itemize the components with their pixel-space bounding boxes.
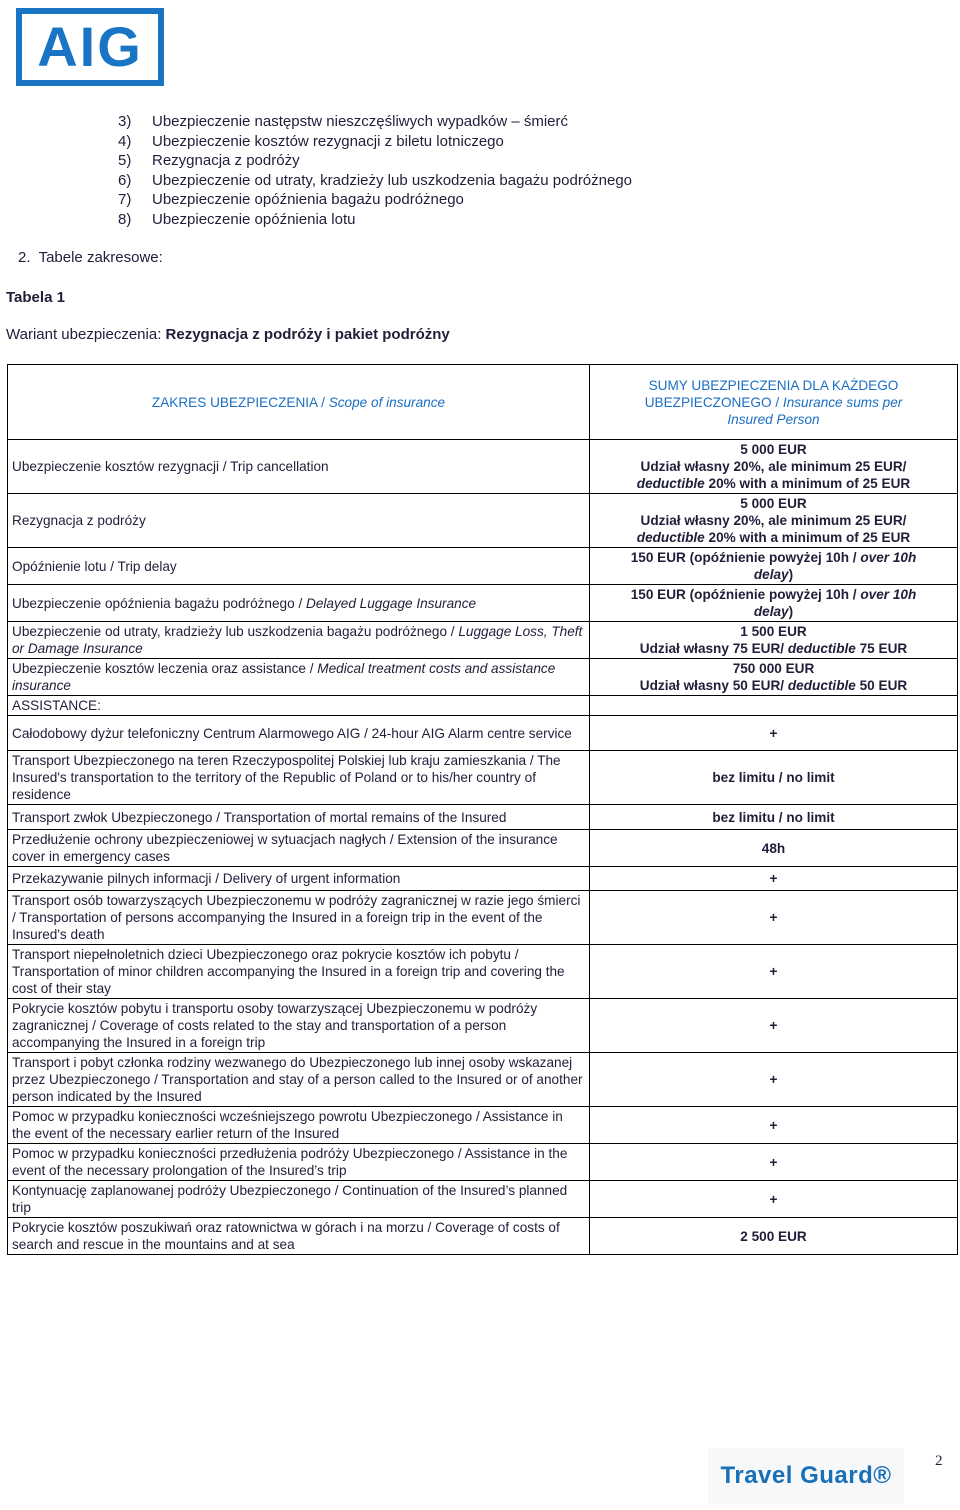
sum-cell bbox=[590, 696, 958, 716]
scope-cell: Pomoc w przypadku konieczności wcześniejszego powrotu Ubezpieczonego / Assistance in the event of the necessary earlier return of the Insured bbox=[8, 1107, 590, 1144]
sum-cell: bez limitu / no limit bbox=[590, 805, 958, 830]
sum-cell: + bbox=[590, 999, 958, 1053]
table-row bbox=[8, 1181, 958, 1218]
scope-cell: Ubezpieczenie opóźnienia bagażu podróżnego / Delayed Luggage Insurance bbox=[8, 585, 590, 622]
section-heading: 2. Tabele zakresowe: bbox=[18, 249, 163, 266]
sum-cell: 48h bbox=[590, 830, 958, 867]
aig-logo: AIG bbox=[16, 8, 164, 86]
sum-cell: 750 000 EUR Udział własny 50 EUR/ deductible 50 EUR bbox=[590, 659, 958, 696]
scope-cell: Pokrycie kosztów poszukiwań oraz ratownictwa w górach i na morzu / Coverage of costs of search and rescue in the mountains and at sea bbox=[8, 1218, 590, 1255]
table-row bbox=[8, 830, 958, 867]
scope-cell: Transport niepełnoletnich dzieci Ubezpieczonego oraz pokrycie kosztów ich pobytu / Transportation of minor children accompanying the Insured in a foreign trip and covering the cost of their stay bbox=[8, 945, 590, 999]
scope-cell: Rezygnacja z podróży bbox=[8, 494, 590, 548]
sum-cell: + bbox=[590, 891, 958, 945]
table-row bbox=[8, 805, 958, 830]
sum-cell: + bbox=[590, 1053, 958, 1107]
scope-cell: Opóźnienie lotu / Trip delay bbox=[8, 548, 590, 585]
table-row bbox=[8, 659, 958, 696]
table-row bbox=[8, 440, 958, 494]
table-row bbox=[8, 622, 958, 659]
scope-cell: Transport osób towarzyszących Ubezpieczonemu w podróży zagranicznej w razie jego śmierci / Transportation of persons accompanying the Insured in a foreign trip in the event of the Insured's death bbox=[8, 891, 590, 945]
sum-cell: + bbox=[590, 945, 958, 999]
scope-cell: Ubezpieczenie kosztów leczenia oraz assistance / Medical treatment costs and assistance insurance bbox=[8, 659, 590, 696]
scope-cell: Transport Ubezpieczonego na teren Rzeczypospolitej Polskiej lub kraju zamieszkania / The Insured's transportation to the territory of the Republic of Poland or to his/her country of residence bbox=[8, 751, 590, 805]
table-row bbox=[8, 696, 958, 716]
list-item: 6) Ubezpieczenie od utraty, kradzieży lub uszkodzenia bagażu podróżnego bbox=[118, 171, 633, 189]
table-row bbox=[8, 494, 958, 548]
sum-cell: + bbox=[590, 867, 958, 891]
scope-cell: Ubezpieczenie od utraty, kradzieży lub uszkodzenia bagażu podróżnego / Luggage Loss, Theft or Damage Insurance bbox=[8, 622, 590, 659]
scope-cell: Kontynuację zaplanowanej podróży Ubezpieczonego / Continuation of the Insured’s planned trip bbox=[8, 1181, 590, 1218]
sum-cell: 2 500 EUR bbox=[590, 1218, 958, 1255]
sum-cell: 5 000 EUR Udział własny 20%, ale minimum 25 EUR/ deductible 20% with a minimum of 25 EUR bbox=[590, 494, 958, 548]
coverage-table bbox=[7, 364, 958, 1255]
table-row bbox=[8, 1107, 958, 1144]
list-item: 8) Ubezpieczenie opóźnienia lotu bbox=[118, 210, 356, 228]
table-row bbox=[8, 1144, 958, 1181]
sum-cell: + bbox=[590, 1181, 958, 1218]
table-label: Tabela 1 bbox=[6, 289, 65, 306]
assistance-label: ASSISTANCE: bbox=[8, 696, 590, 716]
table-row bbox=[8, 891, 958, 945]
scope-cell: Przedłużenie ochrony ubezpieczeniowej w sytuacjach nagłych / Extension of the insurance cover in emergency cases bbox=[8, 830, 590, 867]
sum-cell: 1 500 EUR Udział własny 75 EUR/ deductible 75 EUR bbox=[590, 622, 958, 659]
variant-name: Rezygnacja z podróży i pakiet podróżny bbox=[165, 326, 450, 343]
list-item: 7) Ubezpieczenie opóźnienia bagażu podróżnego bbox=[118, 191, 464, 209]
scope-cell: Pomoc w przypadku konieczności przedłużenia podróży Ubezpieczonego / Assistance in the event of the necessary prolongation of the Insured’s trip bbox=[8, 1144, 590, 1181]
variant-line: Wariant ubezpieczenia: Rezygnacja z podróży i pakiet podróżny bbox=[6, 326, 450, 343]
scope-cell: Ubezpieczenie kosztów rezygnacji / Trip cancellation bbox=[8, 440, 590, 494]
sum-cell: bez limitu / no limit bbox=[590, 751, 958, 805]
travel-guard-logo: Travel Guard® bbox=[708, 1448, 904, 1504]
sum-cell: + bbox=[590, 1107, 958, 1144]
coverage-list bbox=[118, 112, 632, 230]
table-row bbox=[8, 945, 958, 999]
list-item: 4) Ubezpieczenie kosztów rezygnacji z biletu lotniczego bbox=[118, 132, 504, 150]
table-header-row bbox=[8, 365, 958, 440]
scope-cell: Przekazywanie pilnych informacji / Delivery of urgent information bbox=[8, 867, 590, 891]
sum-cell: + bbox=[590, 1144, 958, 1181]
page-number: 2 bbox=[935, 1453, 943, 1469]
list-item: 5) Rezygnacja z podróży bbox=[118, 152, 300, 170]
table-row bbox=[8, 548, 958, 585]
scope-cell: Transport zwłok Ubezpieczonego / Transportation of mortal remains of the Insured bbox=[8, 805, 590, 830]
scope-cell: Całodobowy dyżur telefoniczny Centrum Alarmowego AIG / 24-hour AIG Alarm centre service bbox=[8, 716, 590, 751]
scope-cell: Pokrycie kosztów pobytu i transportu osoby towarzyszącej Ubezpieczonemu w podróży zagranicznej / Coverage of costs related to the stay and transportation of a person accompanying the Insured in a foreign trip bbox=[8, 999, 590, 1053]
sum-cell: 150 EUR (opóźnienie powyżej 10h / over 10h delay) bbox=[590, 548, 958, 585]
sums-header: SUMY UBEZPIECZENIA DLA KAŻDEGO UBEZPIECZONEGO / Insurance sums per Insured Person bbox=[590, 365, 958, 440]
table-row bbox=[8, 1218, 958, 1255]
scope-cell: Transport i pobyt członka rodziny wezwanego do Ubezpieczonego lub innej osoby wskazanej przez Ubezpieczonego / Transportation and stay of a person called to the Insured or of another person indicated by the Insured bbox=[8, 1053, 590, 1107]
scope-header: ZAKRES UBEZPIECZENIA / Scope of insurance bbox=[8, 365, 590, 440]
table-row bbox=[8, 1053, 958, 1107]
table-row bbox=[8, 716, 958, 751]
table-row bbox=[8, 867, 958, 891]
list-item: 3) Ubezpieczenie następstw nieszczęśliwych wypadków – śmierć bbox=[118, 113, 569, 130]
table-row bbox=[8, 585, 958, 622]
sum-cell: + bbox=[590, 716, 958, 751]
sum-cell: 150 EUR (opóźnienie powyżej 10h / over 10h delay) bbox=[590, 585, 958, 622]
table-row bbox=[8, 999, 958, 1053]
table-row bbox=[8, 751, 958, 805]
sum-cell: 5 000 EUR Udział własny 20%, ale minimum 25 EUR/ deductible 20% with a minimum of 25 EUR bbox=[590, 440, 958, 494]
